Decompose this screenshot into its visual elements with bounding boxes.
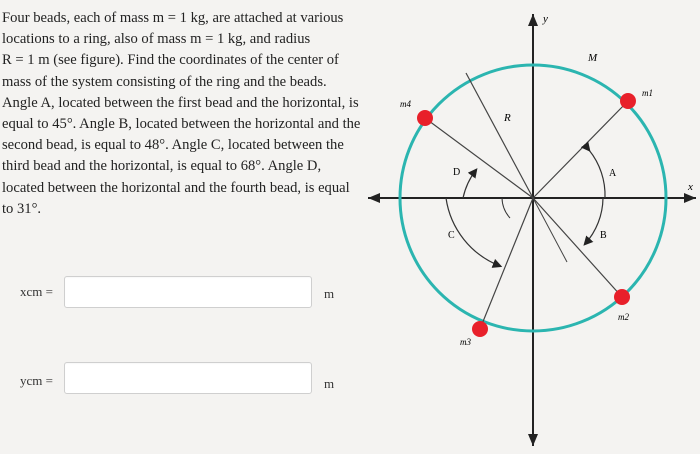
bead-label-m2: m2 (618, 312, 629, 322)
bead-label-m4: m4 (400, 99, 411, 109)
angle-arc-D (463, 170, 476, 198)
bead-label-m3: m3 (460, 337, 471, 347)
problem-line: second bead, is equal to 48°. Angle C, located between the (2, 137, 344, 154)
bead-m3 (472, 321, 488, 337)
xcm-input[interactable] (64, 276, 312, 308)
angle-label-A: A (609, 168, 617, 179)
xcm-unit: m (324, 286, 335, 301)
radius-line-m3 (480, 198, 533, 329)
ring-label: M (588, 52, 598, 64)
ycm-label: ycm = (20, 373, 53, 388)
y-axis-arrow-up (528, 14, 538, 26)
angle-label-B: B (600, 230, 607, 241)
problem-line: Four beads, each of mass m = 1 kg, are attached at various (2, 10, 344, 26)
bead-label-m1: m1 (642, 88, 653, 98)
problem-line: third bead and the horizontal, is equal to 68°. Angle D, (2, 158, 322, 175)
radius-line-m1 (533, 101, 628, 198)
angle-arc-A (589, 150, 605, 198)
angle-label-D: D (453, 167, 461, 178)
problem-line: Angle A, located between the first bead and the horizontal, is (2, 94, 359, 111)
xcm-label: xcm = (20, 284, 53, 299)
problem-statement (2, 8, 361, 220)
ring-figure (360, 0, 700, 454)
y-axis-label: y (543, 13, 548, 25)
ycm-unit: m (324, 376, 335, 391)
radius-line-m4 (425, 118, 533, 198)
problem-line: located between the horizontal and the fourth bead, is equal (2, 179, 350, 196)
x-axis-label: x (688, 181, 693, 193)
problem-line: equal to 45°. Angle B, located between the horizontal and the (2, 116, 361, 133)
y-axis-arrow-down (528, 434, 538, 446)
problem-line: locations to a ring, also of mass m = 1 kg, and radius (2, 31, 311, 48)
angle-arc-C-inner (502, 198, 510, 218)
radius-line-m2 (533, 198, 622, 297)
x-axis-arrow-right (684, 193, 696, 203)
problem-line: to 31°. (2, 200, 42, 217)
bead-m1 (620, 93, 636, 109)
radius-line-R (466, 73, 533, 198)
bead-m4 (417, 110, 433, 126)
bead-m2 (614, 289, 630, 305)
angle-label-C: C (448, 230, 455, 241)
radius-label: R (504, 112, 511, 124)
ycm-input[interactable] (64, 362, 312, 394)
x-axis-arrow-left (368, 193, 380, 203)
problem-line: mass of the system consisting of the ring and the beads. (2, 73, 327, 90)
problem-line: R = 1 m (see figure). Find the coordinates of the center of (2, 52, 339, 69)
